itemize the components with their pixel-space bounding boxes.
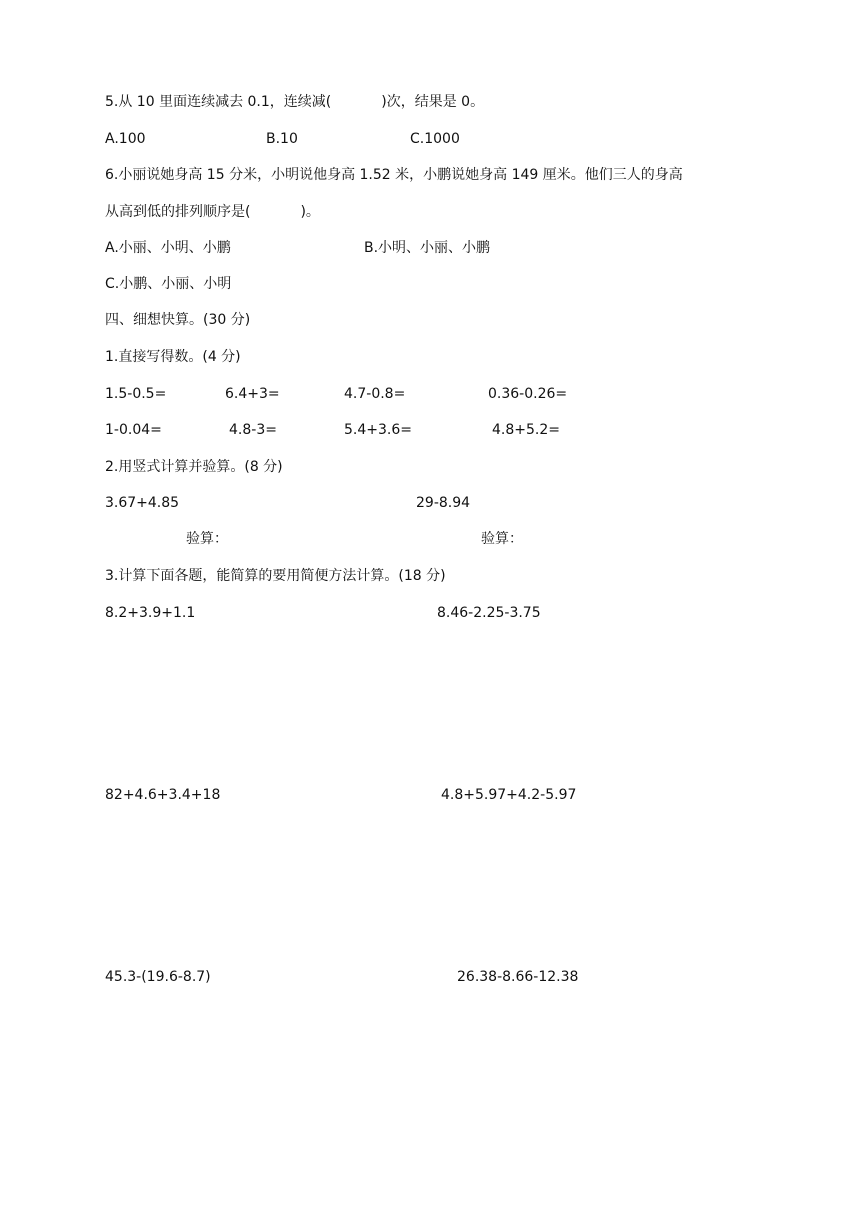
part1-title: 1.直接写得数。(4 分) <box>105 349 241 365</box>
part1-problem: 1-0.04= <box>105 422 162 438</box>
q6-option-a: A.小丽、小明、小鹏 <box>105 240 231 256</box>
part2-check-label-2: 验算： <box>481 531 523 547</box>
q6-stem-after: )。 <box>300 204 320 220</box>
q6-option-b: B.小明、小丽、小鹏 <box>364 240 491 256</box>
q6-stem-line2 <box>105 203 320 221</box>
part2-title: 2.用竖式计算并验算。(8 分) <box>105 459 283 475</box>
part1-problem: 1.5-0.5= <box>105 386 167 402</box>
q5-option-b: B.10 <box>266 131 298 147</box>
part3-problem-3: 82+4.6+3.4+18 <box>105 787 221 803</box>
part2-check-label-1: 验算： <box>186 531 228 547</box>
part2-problem-1: 3.67+4.85 <box>105 495 180 511</box>
part2-problem-2: 29-8.94 <box>416 495 471 511</box>
part3-problem-4: 4.8+5.97+4.2-5.97 <box>441 787 577 803</box>
part3-problem-6: 26.38-8.66-12.38 <box>457 969 579 985</box>
part1-problem: 5.4+3.6= <box>344 422 412 438</box>
q5-stem-before: 5.从 10 里面连续减去 0.1，连续减( <box>105 94 332 110</box>
part3-title: 3.计算下面各题，能简算的要用简便方法计算。(18 分) <box>105 568 446 584</box>
q6-stem-line1: 6.小丽说她身高 15 分米，小明说他身高 1.52 米，小鹏说她身高 149 厘米。他们三人的身高 <box>105 167 683 183</box>
q5-stem-after: )次，结果是 0。 <box>381 94 485 110</box>
part1-problem: 0.36-0.26= <box>488 386 568 402</box>
part1-problem: 4.8+5.2= <box>492 422 560 438</box>
part3-problem-5: 45.3-(19.6-8.7) <box>105 969 211 985</box>
part1-problem: 4.7-0.8= <box>344 386 406 402</box>
q6-stem-before: 从高到低的排列顺序是( <box>105 204 251 220</box>
q5-option-a: A.100 <box>105 131 146 147</box>
q6-option-c: C.小鹏、小丽、小明 <box>105 276 232 292</box>
q5-stem <box>105 93 484 111</box>
section4-title: 四、细想快算。(30 分) <box>105 312 251 328</box>
part3-problem-2: 8.46-2.25-3.75 <box>437 605 541 621</box>
part1-problem: 4.8-3= <box>229 422 277 438</box>
part1-problem: 6.4+3= <box>225 386 280 402</box>
part3-problem-1: 8.2+3.9+1.1 <box>105 605 196 621</box>
q5-option-c: C.1000 <box>410 131 460 147</box>
